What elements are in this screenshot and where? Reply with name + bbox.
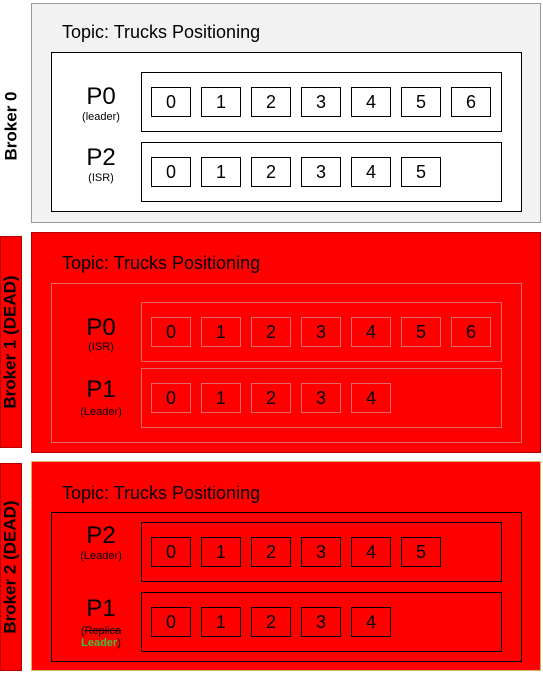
offset-cell: 1 — [201, 607, 241, 637]
offset-cell: 1 — [201, 157, 241, 187]
offset-cell: 2 — [251, 607, 291, 637]
broker-1-partition-name: P1 — [86, 376, 116, 403]
offset-cell: 0 — [151, 607, 191, 637]
offset-cell: 3 — [301, 157, 341, 187]
offset-cell: 3 — [301, 317, 341, 347]
old-role-replica: Replica — [84, 625, 122, 637]
broker-2-label: Broker 2 (DEAD) — [0, 463, 22, 671]
offset-cell: 2 — [251, 87, 291, 117]
offset-cell: 0 — [151, 537, 191, 567]
offset-cell: 1 — [201, 383, 241, 413]
offset-cell: 2 — [251, 157, 291, 187]
offset-cell: 3 — [301, 87, 341, 117]
offset-cell: 4 — [351, 383, 391, 413]
role-paren-close: ) — [117, 637, 121, 649]
offset-cell: 4 — [351, 607, 391, 637]
offset-cell: 4 — [351, 537, 391, 567]
broker-1-topic-title: Topic: Trucks Positioning — [62, 253, 261, 273]
offset-cell: 6 — [451, 317, 491, 347]
offset-cell: 6 — [451, 87, 491, 117]
offset-cell: 4 — [351, 317, 391, 347]
offset-cell: 3 — [301, 537, 341, 567]
broker-1-label: Broker 1 (DEAD) — [0, 236, 22, 448]
broker-2-partition-role-changed — [61, 625, 141, 649]
broker-0-partition-role: (ISR) — [88, 172, 114, 184]
new-role-leader: Leader — [81, 637, 118, 649]
offset-cell: 0 — [151, 383, 191, 413]
offset-cell: 5 — [401, 317, 441, 347]
broker-1-partition-name: P0 — [86, 314, 116, 341]
offset-cell: 4 — [351, 157, 391, 187]
offset-cell: 0 — [151, 87, 191, 117]
offset-cell: 5 — [401, 87, 441, 117]
offset-cell: 0 — [151, 317, 191, 347]
offset-cell: 4 — [351, 87, 391, 117]
offset-cell: 1 — [201, 317, 241, 347]
offset-cell: 0 — [151, 157, 191, 187]
broker-1-partition-role: (ISR) — [88, 341, 114, 353]
broker-0-label: Broker 0 — [1, 91, 21, 161]
offset-cell: 2 — [251, 383, 291, 413]
offset-cell: 1 — [201, 537, 241, 567]
broker-2-partition-role: (Leader) — [80, 550, 122, 562]
broker-2-partition-name: P2 — [86, 522, 116, 549]
offset-cell: 2 — [251, 537, 291, 567]
offset-cell: 1 — [201, 87, 241, 117]
broker-0-topic-title: Topic: Trucks Positioning — [62, 22, 261, 42]
offset-cell: 3 — [301, 607, 341, 637]
offset-cell: 2 — [251, 317, 291, 347]
broker-0-partition-role: (leader) — [82, 111, 120, 123]
offset-cell: 3 — [301, 383, 341, 413]
offset-cell: 5 — [401, 537, 441, 567]
broker-2-topic-title: Topic: Trucks Positioning — [62, 483, 261, 503]
offset-cell: 5 — [401, 157, 441, 187]
role-paren-open: ( — [80, 625, 85, 637]
broker-1-partition-role: (Leader) — [80, 406, 122, 418]
broker-2-partition-name: P1 — [86, 595, 116, 622]
broker-0-partition-name: P2 — [86, 144, 116, 171]
broker-0-partition-name: P0 — [86, 83, 116, 110]
